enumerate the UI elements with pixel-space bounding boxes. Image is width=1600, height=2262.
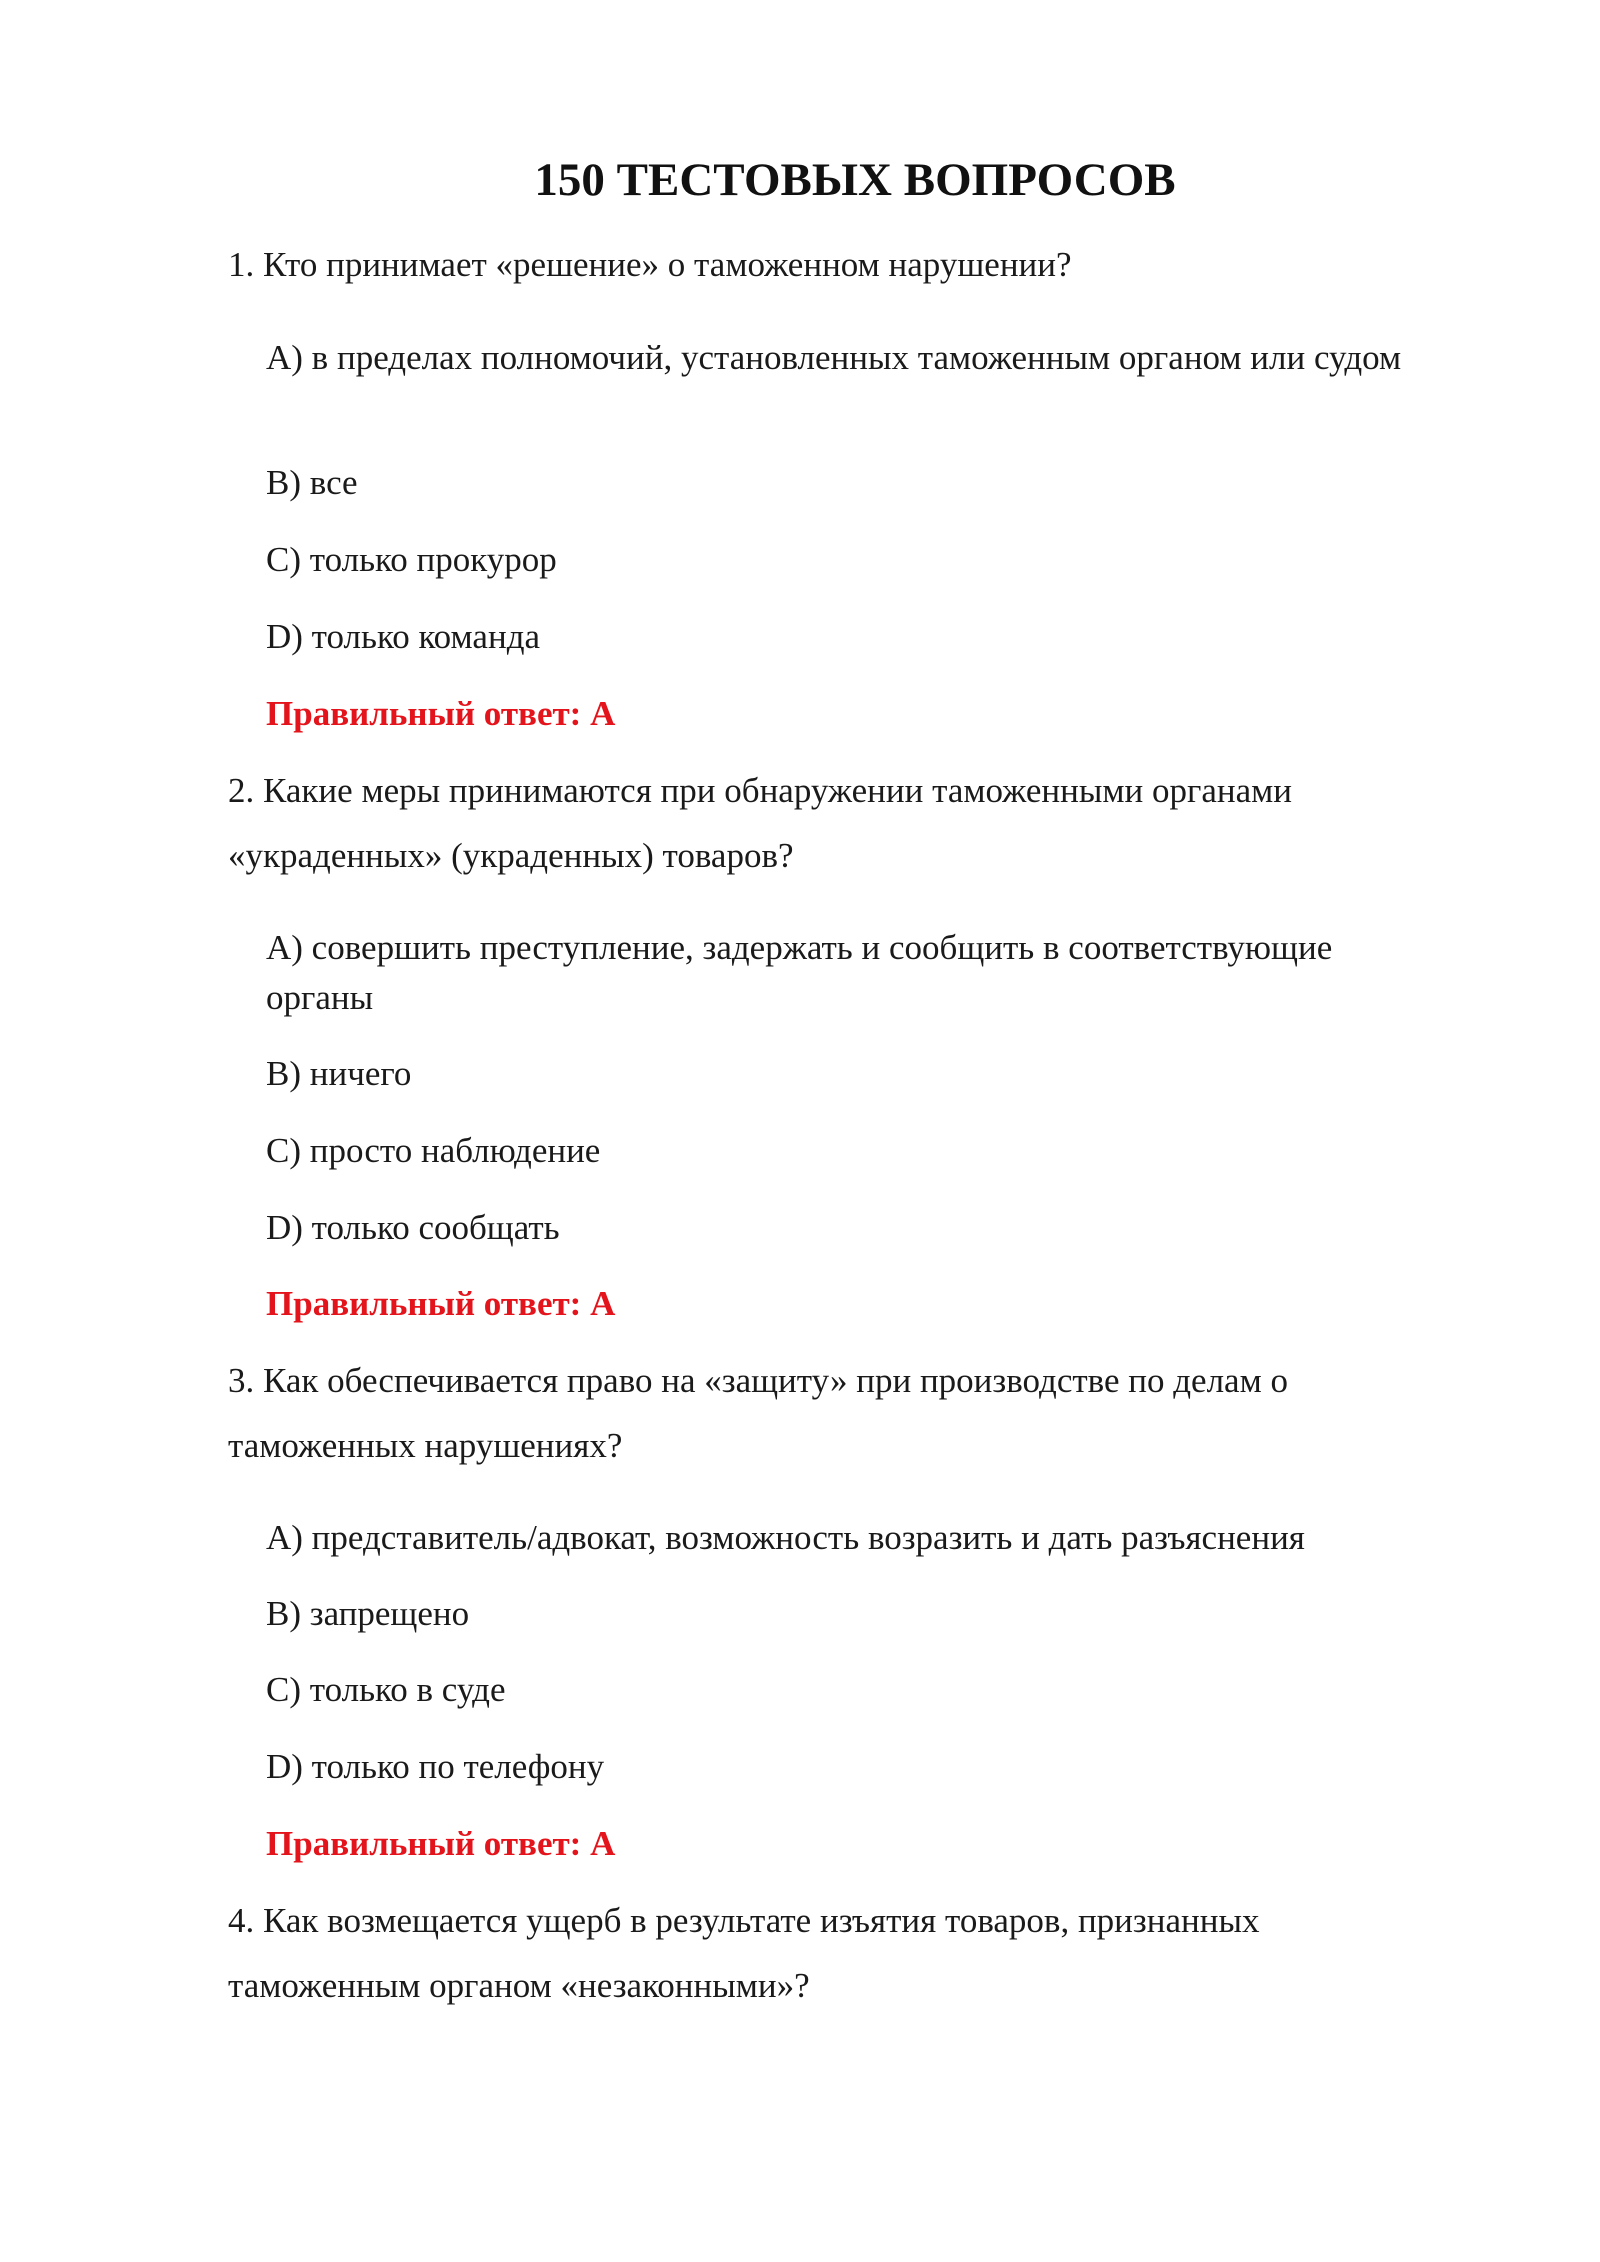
document-title: 150 ТЕСТОВЫХ ВОПРОСОВ (534, 154, 1176, 206)
q3-option-d: D) только по телефону (266, 1747, 605, 1786)
q1-option-b: B) все (266, 463, 358, 502)
q1-option-a: A) в пределах полномочий, установленных таможенным органом или судом (266, 338, 1402, 377)
question-4: 4. Как возмещается ущерб в результате изъятия товаров, признанных таможенным органом «незаконными»? (228, 1901, 1260, 2005)
q2-option-c: C) просто наблюдение (266, 1131, 601, 1170)
q2-option-a: A) совершить преступление, задержать и сообщить в соответствующие органы (266, 928, 1333, 1017)
q3-correct-answer: Правильный ответ: A (266, 1824, 616, 1863)
question-1: 1. Кто принимает «решение» о таможенном нарушении? (228, 245, 1072, 284)
q3-option-b: B) запрещено (266, 1594, 470, 1633)
question-3: 3. Как обеспечивается право на «защиту» при производстве по делам о таможенных нарушениях? (228, 1361, 1288, 1465)
q1-option-c: C) только прокурор (266, 540, 557, 579)
q2-option-d: D) только сообщать (266, 1208, 560, 1247)
q3-option-c: C) только в суде (266, 1670, 506, 1709)
q2-correct-answer: Правильный ответ: A (266, 1284, 616, 1323)
q2-option-b: B) ничего (266, 1054, 412, 1093)
q1-correct-answer: Правильный ответ: A (266, 694, 616, 733)
q1-option-d: D) только команда (266, 617, 541, 656)
q3-option-a: A) представитель/адвокат, возможность возразить и дать разъяснения (266, 1518, 1305, 1557)
question-2: 2. Какие меры принимаются при обнаружении таможенными органами «украденных» (украденных) товаров? (228, 771, 1293, 875)
